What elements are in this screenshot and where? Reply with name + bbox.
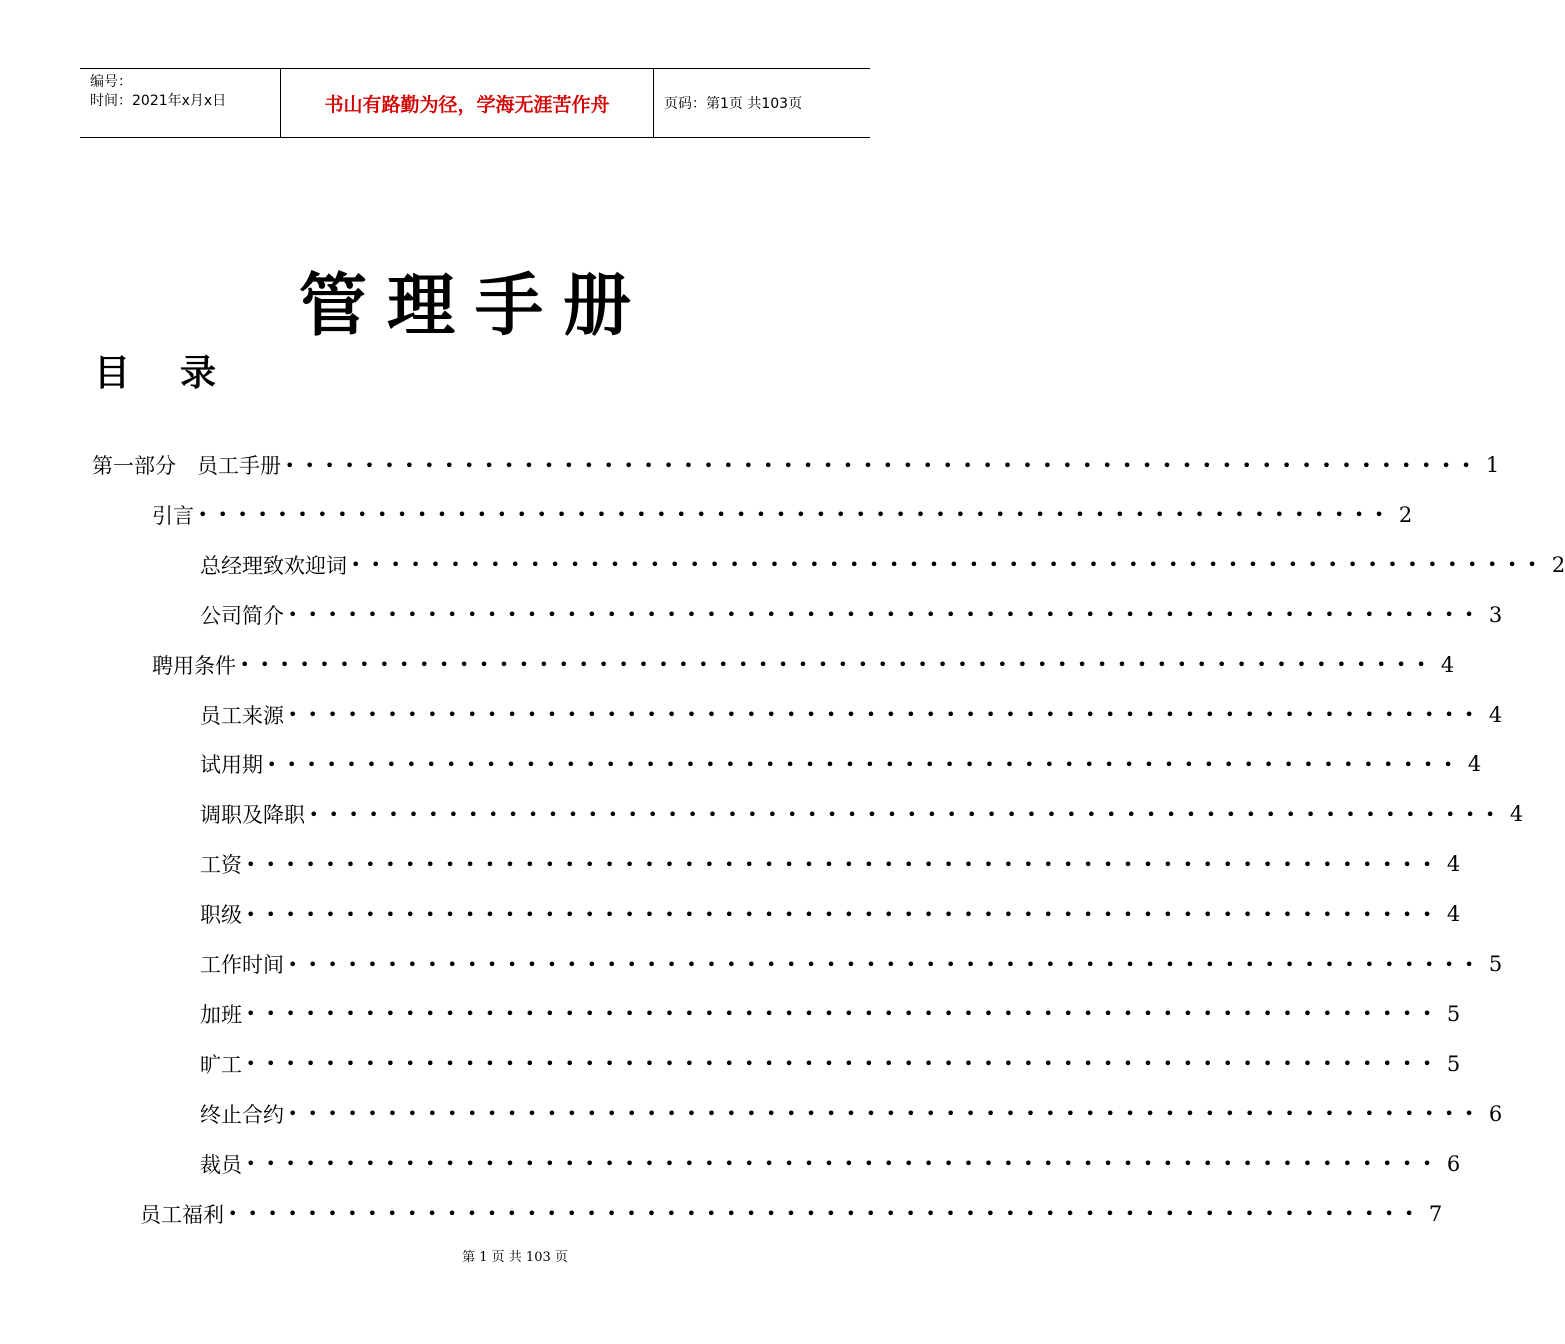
toc-page-number: 7 xyxy=(1428,1201,1443,1226)
toc-leader-dots: •••••••••••••••••••••••••••••••••••••••••••••••••••••••••••• xyxy=(285,455,1482,475)
toc-page-number: 5 xyxy=(1446,1001,1461,1026)
toc-leader-dots: •••••••••••••••••••••••••••••••••••••••••••••••••••••••••••• xyxy=(288,954,1485,974)
toc-heading: 目录 xyxy=(94,353,267,394)
toc-entry[interactable] xyxy=(152,645,1455,685)
toc-leader-dots: •••••••••••••••••••••••••••••••••••••••••••••••••••••••••••• xyxy=(309,804,1506,824)
toc-entry-label: 工作时间 xyxy=(200,953,284,977)
toc-leader-dots: •••••••••••••••••••••••••••••••••••••••••••••••••••••••••••• xyxy=(246,1004,1443,1024)
toc-entry-label: 试用期 xyxy=(200,753,263,778)
page-header xyxy=(80,68,870,138)
page-footer: 第 1 页 共 103 页 xyxy=(462,1250,568,1265)
toc-entry[interactable] xyxy=(200,844,1461,884)
toc-entry[interactable] xyxy=(200,944,1503,984)
toc-entry[interactable] xyxy=(152,495,1413,535)
toc-page-number: 4 xyxy=(1467,752,1482,777)
header-motto: 书山有路勤为径，学海无涯苦作舟 xyxy=(281,69,654,137)
toc-page-number: 2 xyxy=(1398,502,1413,527)
toc-leader-dots: •••••••••••••••••••••••••••••••••••••••••••••••••••••••••••• xyxy=(267,754,1464,774)
toc-entry[interactable] xyxy=(92,445,1500,485)
toc-entry[interactable] xyxy=(200,595,1503,635)
header-page-info: 页码：第1页 共103页 xyxy=(664,96,803,112)
toc-entry-label: 聘用条件 xyxy=(152,653,236,678)
toc-page-number: 5 xyxy=(1446,1051,1461,1076)
toc-page-number: 4 xyxy=(1446,852,1461,877)
toc-page-number: 5 xyxy=(1488,952,1503,976)
toc-entry-label: 公司简介 xyxy=(200,603,284,628)
toc-leader-dots: •••••••••••••••••••••••••••••••••••••••••••••••••••••••••••• xyxy=(246,1054,1443,1074)
toc-entry-label: 旷工 xyxy=(200,1052,242,1077)
number-label: 编号： xyxy=(90,74,132,90)
toc-entry-label: 调职及降职 xyxy=(200,803,305,828)
toc-entry[interactable] xyxy=(200,1044,1461,1084)
toc-leader-dots: •••••••••••••••••••••••••••••••••••••••••••••••••••••••••••• xyxy=(351,555,1548,575)
toc-entry[interactable] xyxy=(200,794,1524,834)
document-title: 管理手册 xyxy=(298,267,651,346)
toc-page-number: 4 xyxy=(1446,902,1461,927)
toc-leader-dots: •••••••••••••••••••••••••••••••••••••••••••••••••••••••••••• xyxy=(240,655,1437,675)
toc-leader-dots: •••••••••••••••••••••••••••••••••••••••••••••••••••••••••••• xyxy=(288,605,1485,625)
toc-leader-dots: •••••••••••••••••••••••••••••••••••••••••••••••••••••••••••• xyxy=(288,1104,1485,1124)
toc-entry-label: 工资 xyxy=(200,853,242,878)
toc-leader-dots: •••••••••••••••••••••••••••••••••••••••••••••••••••••••••••• xyxy=(288,705,1485,724)
toc-entry[interactable] xyxy=(200,545,1565,585)
date-label: 时间：2021年x月x日 xyxy=(90,93,227,109)
toc-entry-label: 职级 xyxy=(200,903,242,928)
toc-entry-label: 员工福利 xyxy=(140,1202,224,1227)
toc-entry-label: 加班 xyxy=(200,1002,242,1027)
toc-page-number: 2 xyxy=(1551,552,1565,577)
toc-leader-dots: •••••••••••••••••••••••••••••••••••••••••••••••••••••••••••• xyxy=(198,505,1395,525)
toc-entry-label: 员工来源 xyxy=(200,703,284,728)
toc-entry-label: 终止合约 xyxy=(200,1102,284,1127)
toc-page-number: 4 xyxy=(1440,652,1455,677)
header-meta xyxy=(80,69,281,137)
toc-entry[interactable] xyxy=(200,894,1461,934)
toc-page-number: 1 xyxy=(1485,453,1500,477)
toc-page-number: 6 xyxy=(1488,1101,1503,1126)
toc-entry-label: 总经理致欢迎词 xyxy=(200,553,347,578)
toc-page-number: 3 xyxy=(1488,602,1503,627)
toc-page-number: 4 xyxy=(1509,802,1524,827)
toc-entry[interactable] xyxy=(200,1144,1461,1184)
toc-leader-dots: •••••••••••••••••••••••••••••••••••••••••••••••••••••••••••• xyxy=(228,1204,1425,1223)
toc-entry-label: 第一部分 员工手册 xyxy=(92,454,281,478)
toc-entry-label: 裁员 xyxy=(200,1152,242,1177)
toc-entry[interactable] xyxy=(200,994,1461,1034)
toc-page-number: 4 xyxy=(1488,702,1503,727)
toc-leader-dots: •••••••••••••••••••••••••••••••••••••••••••••••••••••••••••• xyxy=(246,904,1443,924)
toc-leader-dots: •••••••••••••••••••••••••••••••••••••••••••••••••••••••••••• xyxy=(246,1154,1443,1174)
toc-entry[interactable] xyxy=(140,1194,1443,1234)
toc-entry[interactable] xyxy=(200,695,1503,735)
toc-entry[interactable] xyxy=(200,744,1482,784)
toc-leader-dots: •••••••••••••••••••••••••••••••••••••••••••••••••••••••••••• xyxy=(246,854,1443,874)
toc-entry[interactable] xyxy=(200,1094,1503,1134)
toc-entry-label: 引言 xyxy=(152,503,194,528)
toc-page-number: 6 xyxy=(1446,1151,1461,1176)
